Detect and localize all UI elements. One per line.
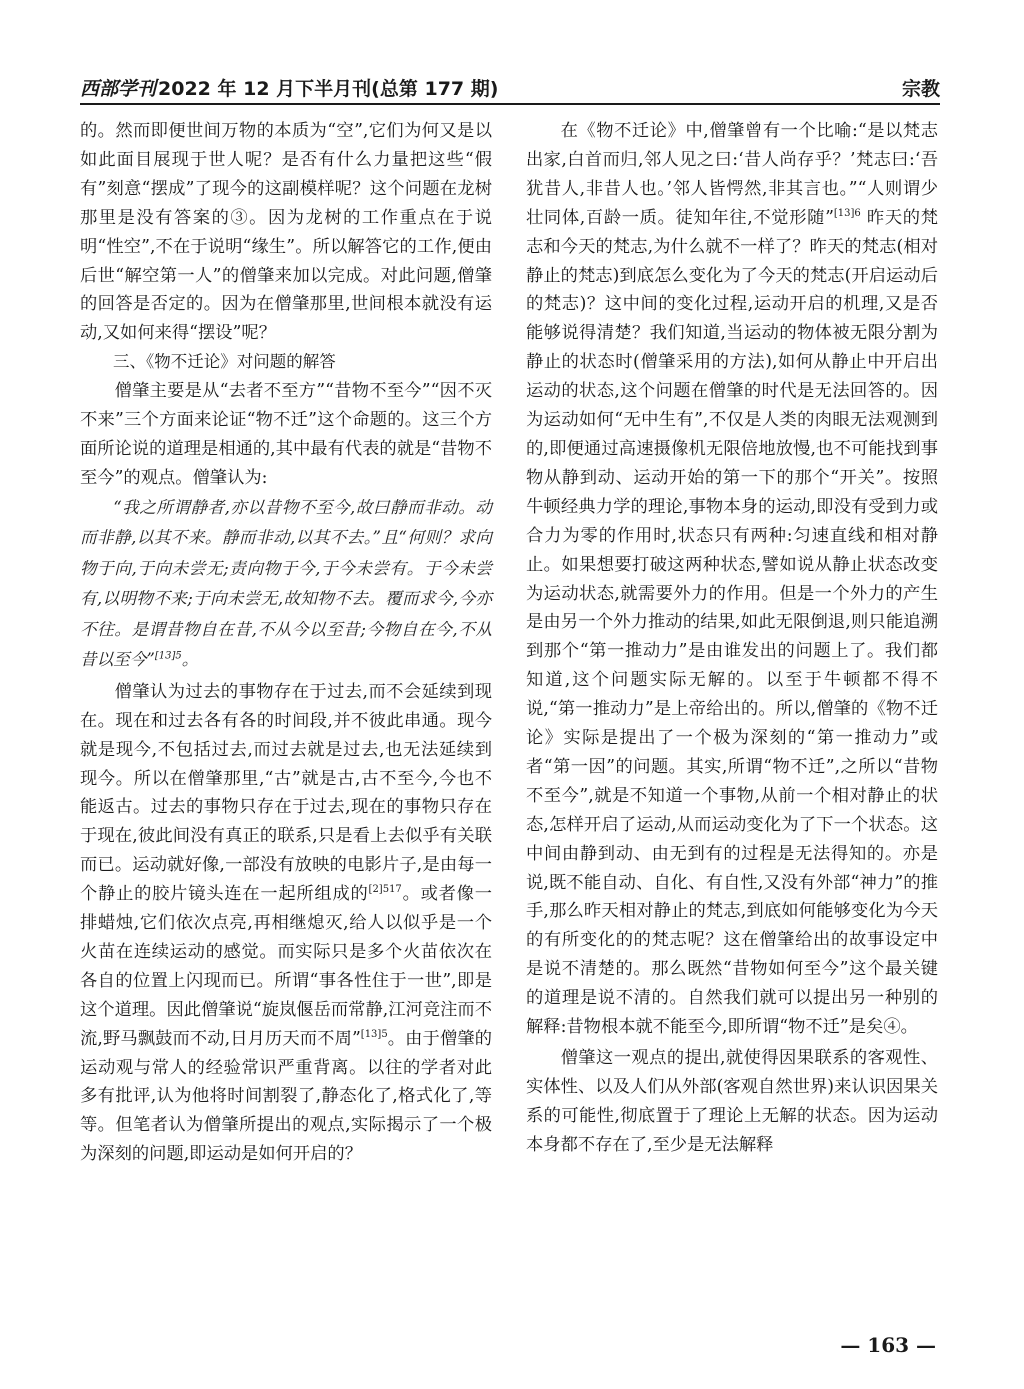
paragraph: 僧肇主要是从“去者不至方”“昔物不至今”“因不灭不来”三个方面来论证“物不迁”这个命题的。这三个方面所论说的道理是相通的,其中最有代表的就是“昔物不至今”的观点。僧肇认为:: [80, 381, 492, 488]
paragraph-text: 昨天的梵志和今天的梵志,为什么就不一样了？昨天的梵志(相对静止的梵志)到底怎么变化为了今天的梵志(开启运动后的梵志)？这中间的变化过程,运动开启的机理,又是否能够说得清楚？我们知道,当运动的物体被无限分割为静止的状态时(僧肇采用的方法),如何从静止中开启出运动的状态,这个问题在僧肇的时代是无法回答的。因为运动如何“无中生有”,不仅是人类的肉眼无法观测到的,即便通过高速摄像机无限倍地放慢,也不可能找到事物从静到动、运动开始的第一下的那个“开关”。按照牛顿经典力学的理论,事物本身的运动,即没有受到力或合力为零的作用时,状态只有两种:匀速直线和相对静止。如果想要打破这两种状态,譬如说从静止状态改变为运动状态,就需要外力的作用。但是一个外力的产生是由另一个外力推动的结果,如此无限倒退,则只能追溯到那个“第一推动力”是由谁发出的问题上了。我们都知道,这个问题实际无解的。以至于牛顿都不得不说,“第一推动力”是上帝给出的。所以,僧肇的《物不迁论》实际是提出了一个极为深刻的“第一推动力”或者“第一因”的问题。其实,所谓“物不迁”,之所以“昔物不至今”,就是不知道一个事物,从前一个相对静止的状态,怎样开启了运动,从而运动变化为了下一个状态。这中间由静到动、由无到有的过程是无法得知的。亦是说,既不能自动、自化、有自性,又没有外部“神力”的推手,那么昨天相对静止的梵志,到底如何能够变化为今天的有所变化的的梵志呢？这在僧肇给出的故事设定中是说不清楚的。那么既然“昔物如何至今”这个最关键的道理是说不清的。自然我们就可以提出另一种别的解释:昔物根本就不能至今,即所谓“物不迁”是矣④。: [526, 207, 938, 1038]
issue-label: 2022 年 12 月下半月刊(总第 177 期): [158, 78, 499, 100]
left-column: [80, 117, 492, 1169]
paragraph: [80, 678, 492, 1169]
page-number: — 163 —: [840, 1333, 936, 1357]
citation: [13]6: [833, 207, 861, 219]
paragraph-text: 僧肇认为过去的事物存在于过去,而不会延续到现在。现在和过去各有各的时间段,并不彼此串通。现今就是现今,不包括过去,而过去就是过去,也无法延续到现今。所以在僧肇那里,“古”就是古,古不至今,今也不能返古。过去的事物只存在于过去,现在的事物只存在于现在,彼此间没有真正的联系,只是看上去似乎有关联而已。运动就好像,一部没有放映的电影片子,是由每一个静止的胶片镜头连在一起所组成的: [80, 681, 492, 905]
header-issue: [80, 74, 498, 101]
section-heading: 三、《物不迁论》对问题的解答: [113, 352, 336, 372]
citation: [2]517: [368, 884, 402, 896]
page-header: [80, 70, 940, 104]
paragraph: 僧肇这一观点的提出,就使得因果联系的客观性、实体性、以及人们从外部(客观自然世界)来认识因果关系的可能性,彻底置于了理论上无解的状态。因为运动本身都不存在了,至少是无法解释: [526, 1048, 938, 1155]
paragraph: [526, 117, 938, 1042]
paragraph-text: 。或者像一排蜡烛,它们依次点亮,再相继熄灭,给人以似乎是一个火苗在连续运动的感觉。而实际只是多个火苗依次在各自的位置上闪现而已。所谓“事各性住于一世”,即是这个道理。因此僧肇说“旋岚偃岳而常静,江河竞注而不流,野马飘鼓而不动,日月历天而不周”: [80, 884, 492, 1049]
quote-text: “我之所谓静者,亦以昔物不至今,故曰静而非动。动而非静,以其不来。静而非动,以其不去。”且“何则？求向物于向,于向未尝无;责向物于今,于今未尝有。于今未尝有,以明物不来;于向未尝无,故知物不去。覆而求今,今亦不往。是谓昔物自在昔,不从今以至昔;今物自在今,不从昔以至今”: [80, 497, 492, 670]
block-quote: “我之所谓静者,亦以昔物不至今,故曰静而非动。动而非静,以其不来。静而非动,以其不去。”且“何则？求向物于向,于向未尝无;责向物于今,于今未尝有。于今未尝有,以明物不来;于向未尝无,故知物不去。覆而求今,今亦不往。是谓昔物自在昔,不从今以至昔;今物自在今,不从昔以至今”$^{[13]5}$。: [80, 497, 492, 670]
section-label: 宗教: [901, 78, 940, 100]
citation: [13]5: [154, 650, 182, 662]
journal-logo: 西部学刊: [80, 78, 157, 100]
paragraph-text: 在《物不迁论》中,僧肇曾有一个比喻:“是以梵志出家,白首而归,邻人见之曰:‘昔人尚存乎？’梵志曰:‘吾犹昔人,非昔人也。’邻人皆愕然,非其言也。”“人则谓少壮同体,百龄一质。徒知年往,不觉形随”: [526, 121, 938, 228]
header-rule: [80, 103, 940, 105]
citation: [13]5: [360, 1028, 388, 1040]
right-column: [526, 117, 938, 1160]
paragraph-text: 。由于僧肇的运动观与常人的经验常识严重背离。以往的学者对此多有批评,认为他将时间割裂了,静态化了,格式化了,等等。但笔者认为僧肇所提出的观点,实际揭示了一个极为深刻的问题,即运动是如何开启的？: [80, 1028, 492, 1165]
paragraph: 的。然而即便世间万物的本质为“空”,它们为何又是以如此面目展现于世人呢？是否有什么力量把这些“假有”刻意“摆成”了现今的这副模样呢？这个问题在龙树那里是没有答案的③。因为龙树的工作重点在于说明“性空”,不在于说明“缘生”。所以解答它的工作,便由后世“解空第一人”的僧肇来加以完成。对此问题,僧肇的回答是否定的。因为在僧肇那里,世间根本就没有运动,又如何来得“摆设”呢？: [80, 121, 492, 344]
